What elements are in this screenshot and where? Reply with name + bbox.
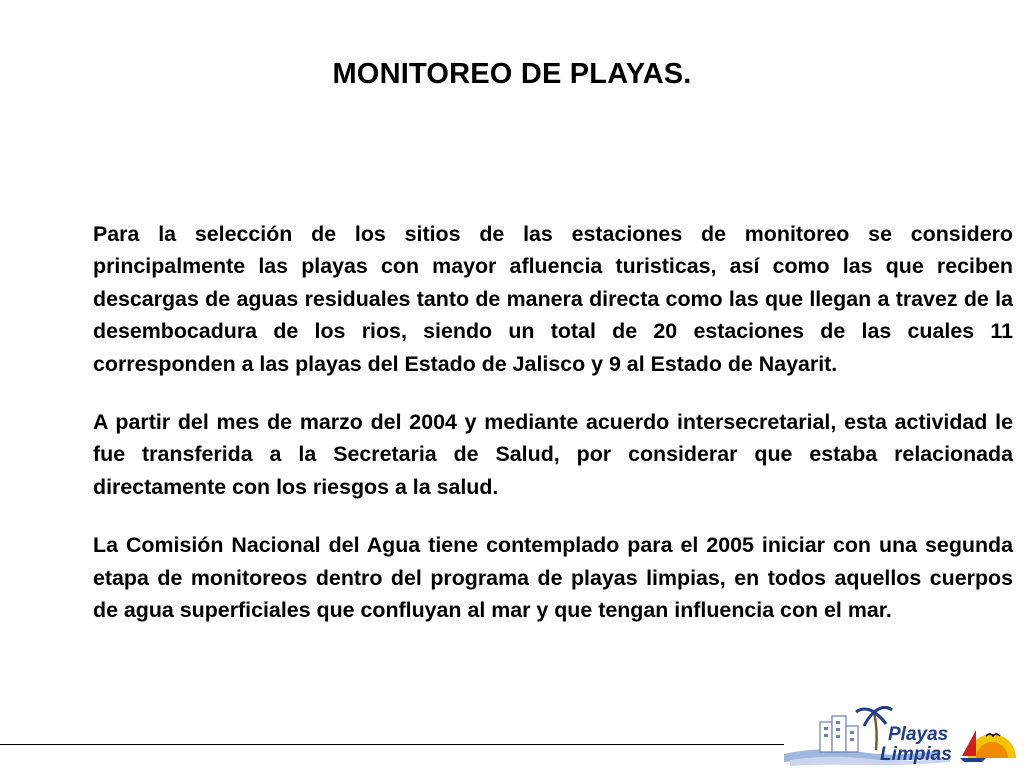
paragraph-transfer: A partir del mes de marzo del 2004 y mediante acuerdo intersecretarial, esta actividad le fue transferida a la Secretaria de Salud, por considerar que estaba relacionada directamente con los riesgos a la salud. [93, 410, 1013, 499]
logo-text-playas: Playas [888, 724, 949, 745]
buildings-icon [820, 716, 858, 752]
logo-text-limpias: Limpias [880, 744, 952, 765]
paragraph-monitoring-stations: Para la selección de los sitios de las estaciones de monitoreo se considero principalmente las playas con mayor afluencia turisticas, así como las que reciben descargas de aguas residuales tanto de manera directa como las que llegan a travez de la desembocadura de los rios, siendo un total de 20 estaciones de las cuales 11 corresponden a las playas del Estado de Jalisco y 9 al Estado de Nayarit. [93, 222, 1013, 376]
paragraph-second-stage: La Comisión Nacional del Agua tiene contemplado para el 2005 iniciar con una segunda etapa de monitoreos dentro del programa de playas limpias, en todos aquellos cuerpos de agua superficiales que confluyan al mar y que tengan influencia con el mar. [93, 533, 1013, 623]
playas-limpias-logo [780, 700, 1024, 768]
page-title: MONITOREO DE PLAYAS. [332, 58, 692, 90]
body-text [93, 218, 1013, 652]
footer-divider [0, 744, 784, 745]
